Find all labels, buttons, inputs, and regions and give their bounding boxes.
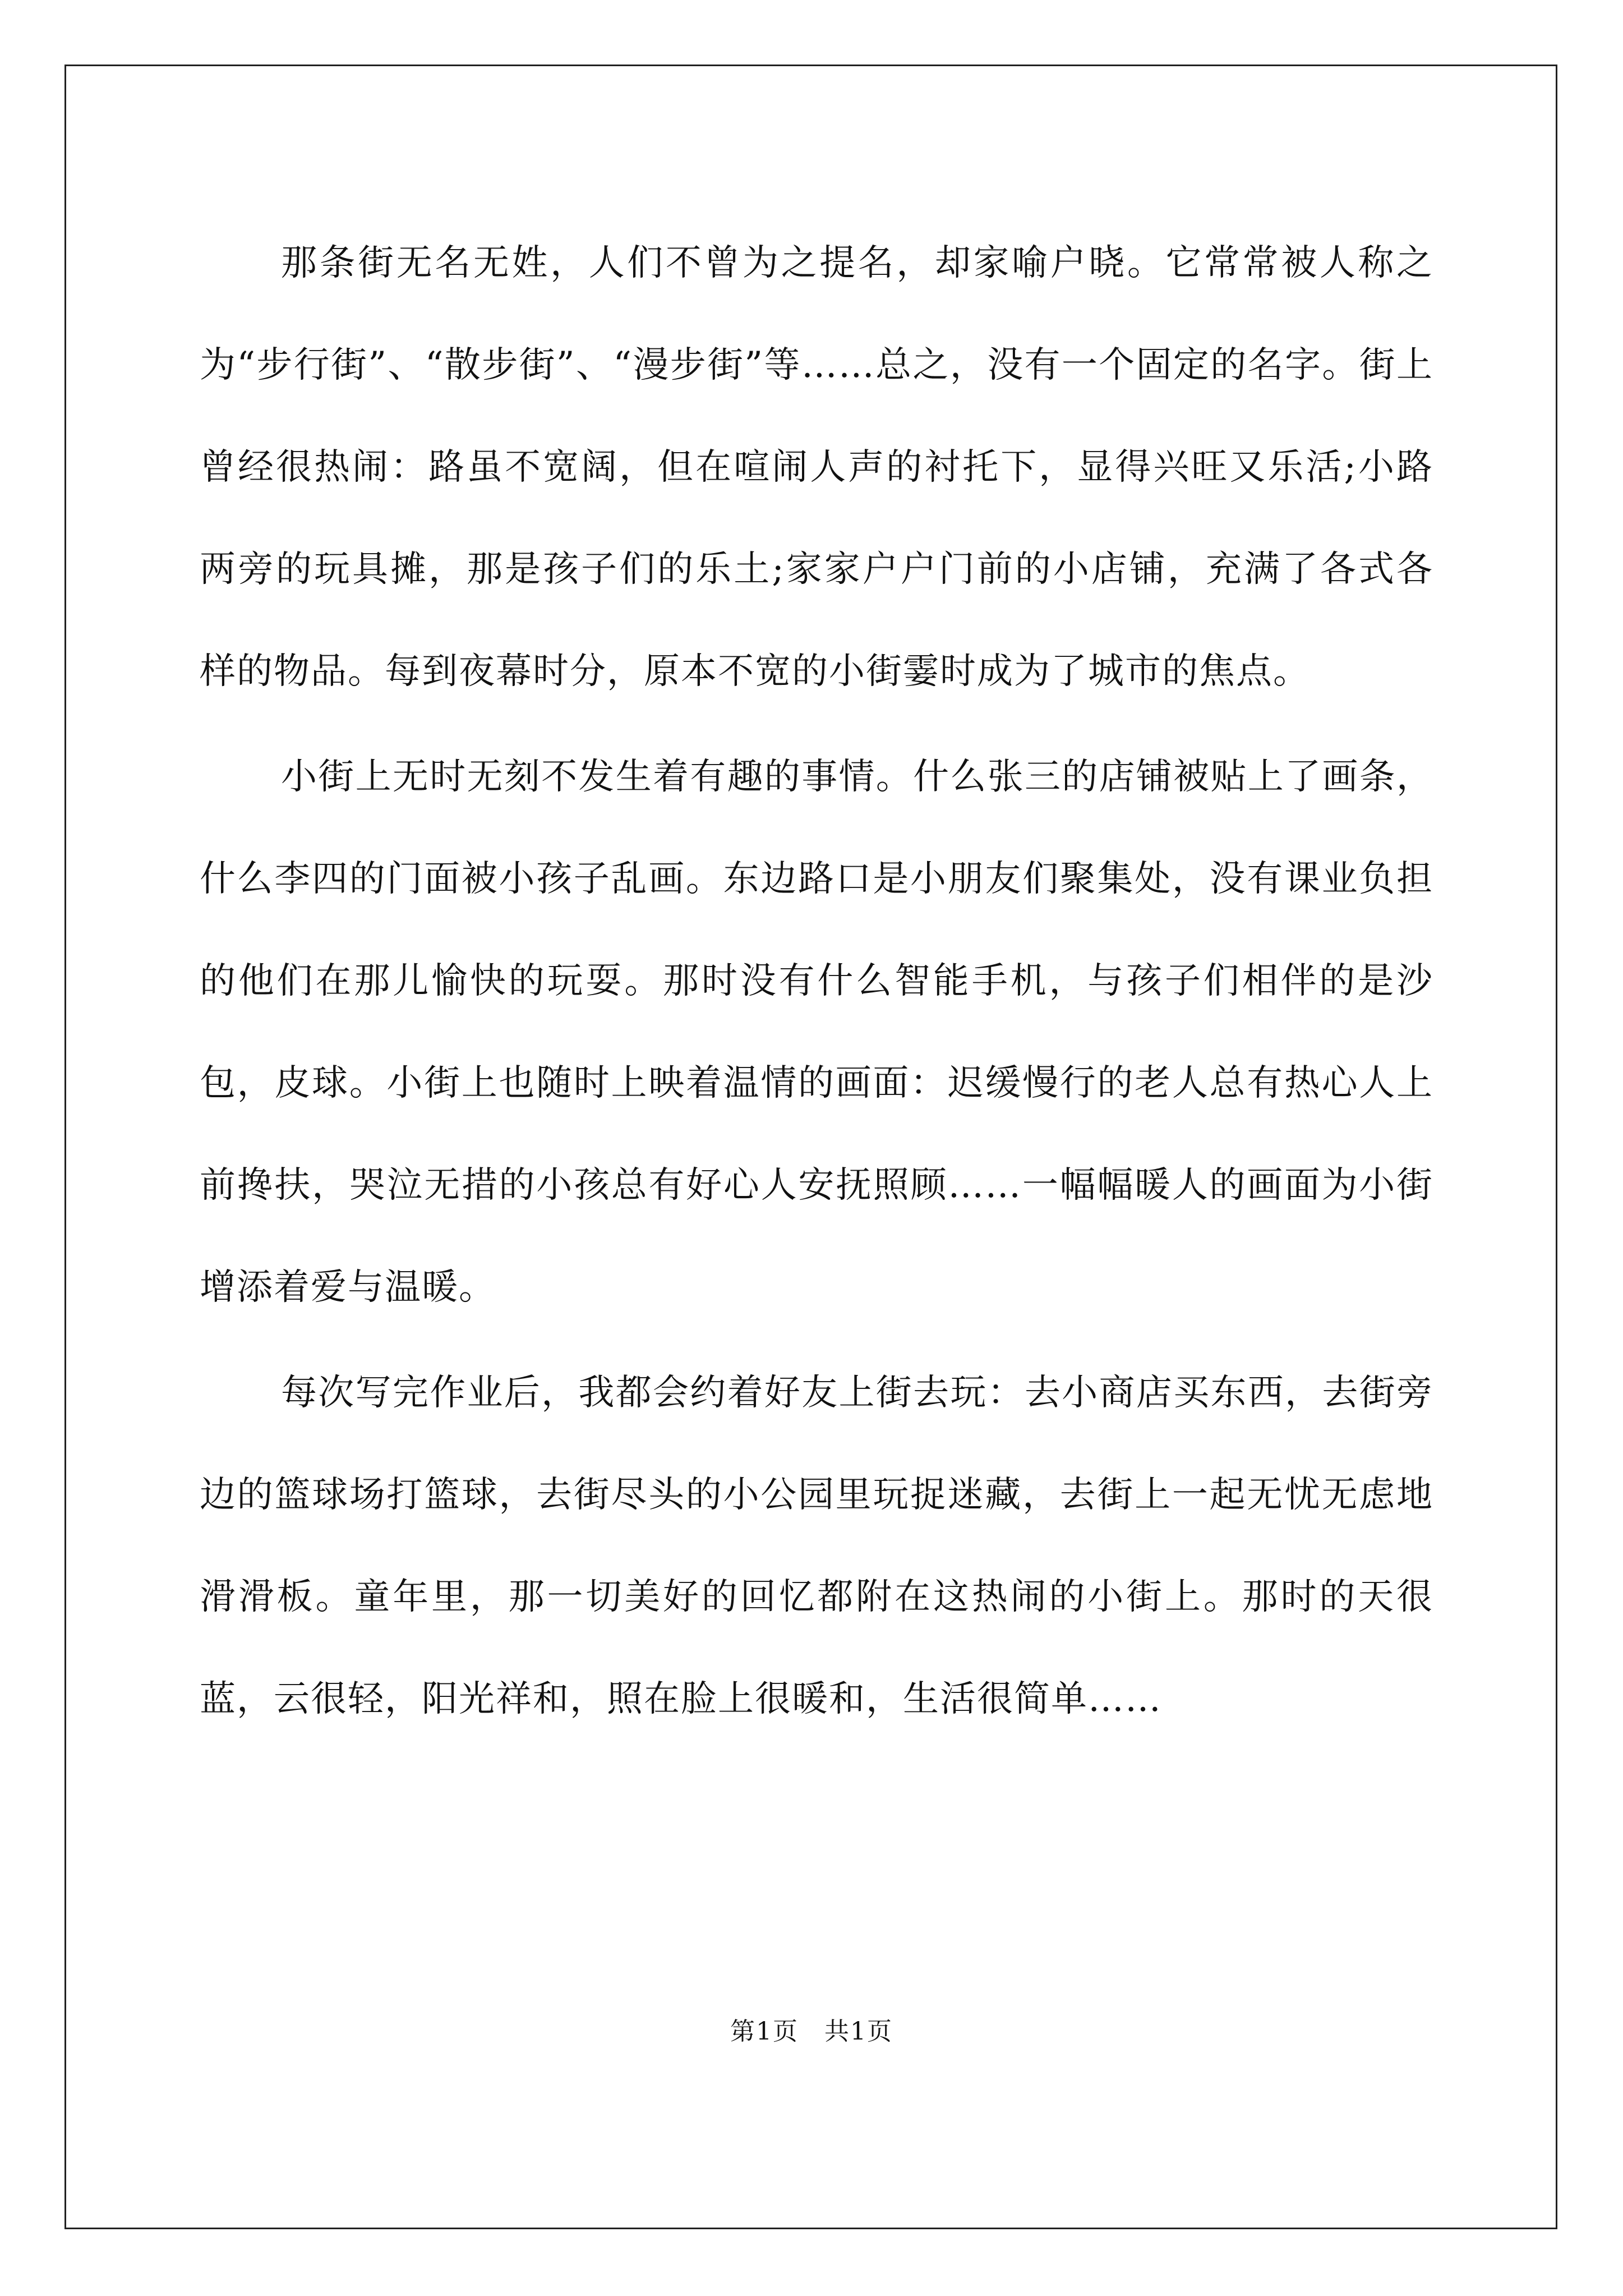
document-body — [200, 212, 1433, 1754]
paragraph-2: 小街上无时无刻不发生着有趣的事情。什么张三的店铺被贴上了画条，什么李四的门面被小孩子乱画。东边路口是小朋友们聚集处，没有课业负担的他们在那儿愉快的玩耍。那时没有什么智能手机，与孩子们相伴的是沙包，皮球。小街上也随时上映着温情的画面：迟缓慢行的老人总有热心人上前搀扶，哭泣无措的小孩总有好心人安抚照顾……一幅幅暖人的画面为小街增添着爱与温暖。 — [200, 756, 1433, 1308]
paragraph-3: 每次写完作业后，我都会约着好友上街去玩：去小商店买东西，去街旁边的篮球场打篮球，去街尽头的小公园里玩捉迷藏，去街上一起无忧无虑地滑滑板。童年里，那一切美好的回忆都附在这热闹的小街上。那时的天很蓝，云很轻，阳光祥和，照在脸上很暖和，生活很简单…… — [200, 1372, 1433, 1720]
page-footer: 第1页 共1页 — [730, 2017, 893, 2046]
paragraph-1: 那条街无名无姓，人们不曾为之提名，却家喻户晓。它常常被人称之为“步行街”、“散步街”、“漫步街”等……总之，没有一个固定的名字。街上曾经很热闹：路虽不宽阔，但在喧闹人声的衬托下，显得兴旺又乐活;小路两旁的玩具摊，那是孩子们的乐土;家家户户门前的小店铺，充满了各式各样的物品。每到夜幕时分，原本不宽的小街霎时成为了城市的焦点。 — [200, 242, 1433, 692]
